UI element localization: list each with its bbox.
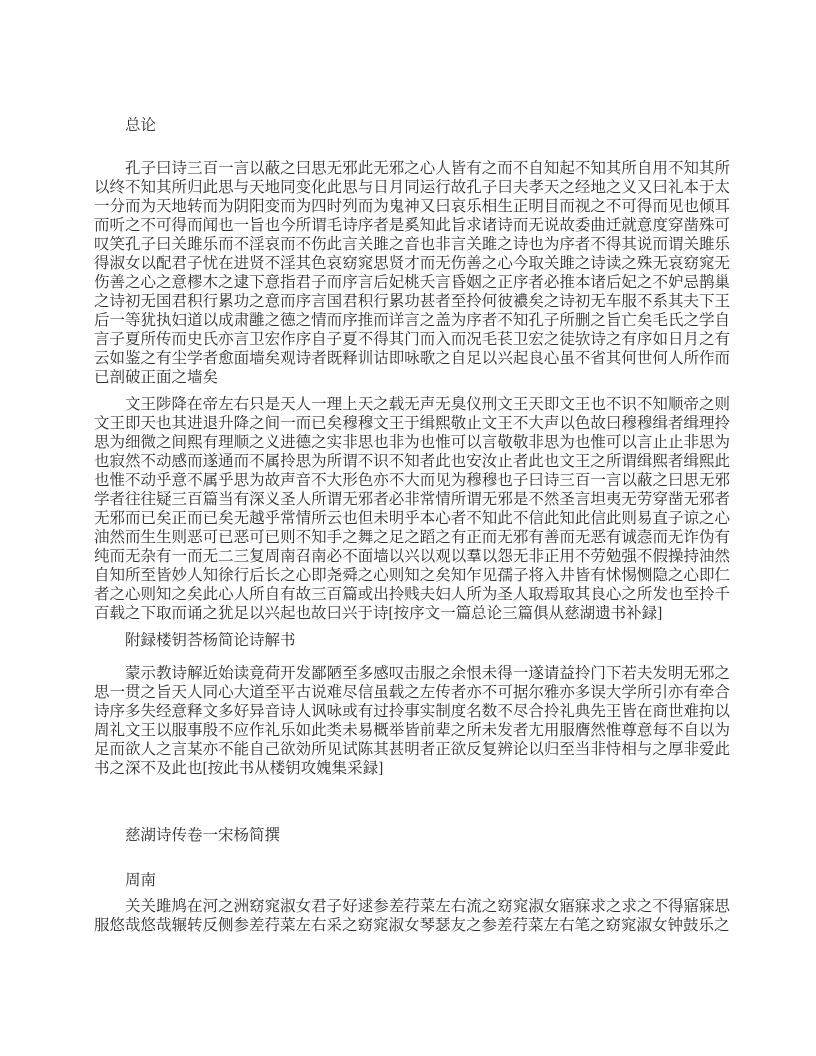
heading-zonglun: 总论 [125, 117, 157, 134]
heading-volume-title: 慈湖诗传卷一宋杨简撰 [125, 827, 281, 844]
paragraph-louyue-letter: 蒙示教诗解近始读竟荷开发鄙陋至多感叹击服之余恨未得一遂请益拎门下若夫发明无邪之思一贯之旨天人同心大道至平古说难尽信虽载之左传者亦不可据尔雅亦多误大学所引亦有牵合诗序多失经意释文多好异音诗人讽咏或有过拎事实制度名数不尽合拎礼典先王皆在商世难拘以周礼文王以服事殷不应作礼乐如此类未易概举皆前辈之所未发者尢用服膺然惟尊意每不自以为足而欲人之言某亦不能自己欲効所见试陈其甚明者正欲反复辨论以归至当非恃相与之厚非爱此书之深不及此也[按此书从楼钥攻媿集采録] [94, 665, 730, 777]
heading-zhounan: 周南 [125, 872, 157, 889]
paragraph-guanju-poem: 关关雎鸠在河之洲窈窕淑女君子好逑参差荇菜左右流之窈窕淑女寤寐求之求之不得寤寐思服悠哉悠哉辗转反侧参差荇菜左右采之窈窕淑女琴瑟友之参差荇菜左右笔之窈窕淑女钟鼓乐之 [94, 898, 730, 934]
heading-fulu-louyue-letter: 附録楼钥荅杨简论诗解书 [125, 632, 296, 649]
paragraph-kongzi-overview: 孔子曰诗三百一言以蔽之曰思无邪此无邪之心人皆有之而不自知起不知其所自用不知其所以终不知其所归此思与天地同变化此思与日月同运行故孔子曰夫孝天之经地之义又曰礼本于太一分而为天地转而为阴阳变而为四时列而为鬼神又曰哀乐相生正明目而视之不可得而见也倾耳而听之不可得而闻也一旨也今所谓毛诗序者是奚知此旨求诸诗而无说故委曲迁就意度穿凿殊可叹笑孔子曰关雎乐而不淫哀而不伤此言关雎之音也非言关雎之诗也为序者不得其说而谓关雎乐得淑女以配君子忧在进贤不淫其色哀窈窕思贤才而无伤善之心今取关雎之诗读之殊无哀窈窕无伤善之心之意樛木之逮下意指君子而序言后妃桃夭言昏姻之正序者必推本诸后妃之不妒忌鹊巢之诗初无国君积行累功之意而序言国君积行累功甚者至拎何彼襛矣之诗初无车服不系其夫下王后一等犹执妇道以成肃雝之德之情而序推而详言之盖为序者不知孔子所删之旨亡矣毛氏之学自言子夏所传而史氏亦言卫宏作序自子夏不得其门而入而况毛苌卫宏之徒欤诗之有序如日月之有云如鉴之有尘学者愈面墙矣观诗者既释训诂即咏歌之自足以兴起良心虽不省其何世何人所作而已剖破正面之墙矣 [94, 160, 730, 386]
paragraph-wenwang-zhijiang: 文王陟降在帝左右只是天人一理上天之载无声无臭仪刑文王天即文王也不识不知顺帝之则文王即天也其进退升降之间一而已矣穆穆文王于缉熙敬止文王不大声以色故曰穆穆缉者缉理拎思为细微之间熙有理顺之义进德之实非思也非为也惟可以言敬敬非思为也惟可以言止止非思为也寂然不动感而遂通而不属拎思为所谓不识不知者此也安汝止者此也文王之所谓缉熙者缉熙此也惟不动乎意不属乎思为故声音不大形色亦不大而见为穆穆也子曰诗三百一言以蔽之曰思无邪学者往往疑三百篇当有深义圣人所谓无邪者必非常情所谓无邪是不然圣言坦夷无劳穿凿无邪者无邪而已矣正而已矣无越乎常情所云也但未明乎本心者不知此不信此知此信此则易直子谅之心油然而生生则恶可已恶可已则不知手之舞之足之蹈之有正而无邪有善而无恶有诚悫而无诈伪有纯而无杂有一而无二三复周南召南必不面墙以兴以观以羣以怨无非正用不劳勉强不假操持油然自知所至皆妙人知徐行后长之心即尧舜之心则知之矣知乍见孺子将入井皆有怵惕恻隐之心即仁者之心则知之矣此心人所自有故三百篇或出拎贱夫妇人所为圣人取焉取其良心之所发也至拎千百载之下取而诵之犹足以兴起也故曰兴于诗[按序文一篇总论三篇俱从慈湖遗书补録] [94, 396, 730, 622]
text-column [94, 116, 730, 935]
